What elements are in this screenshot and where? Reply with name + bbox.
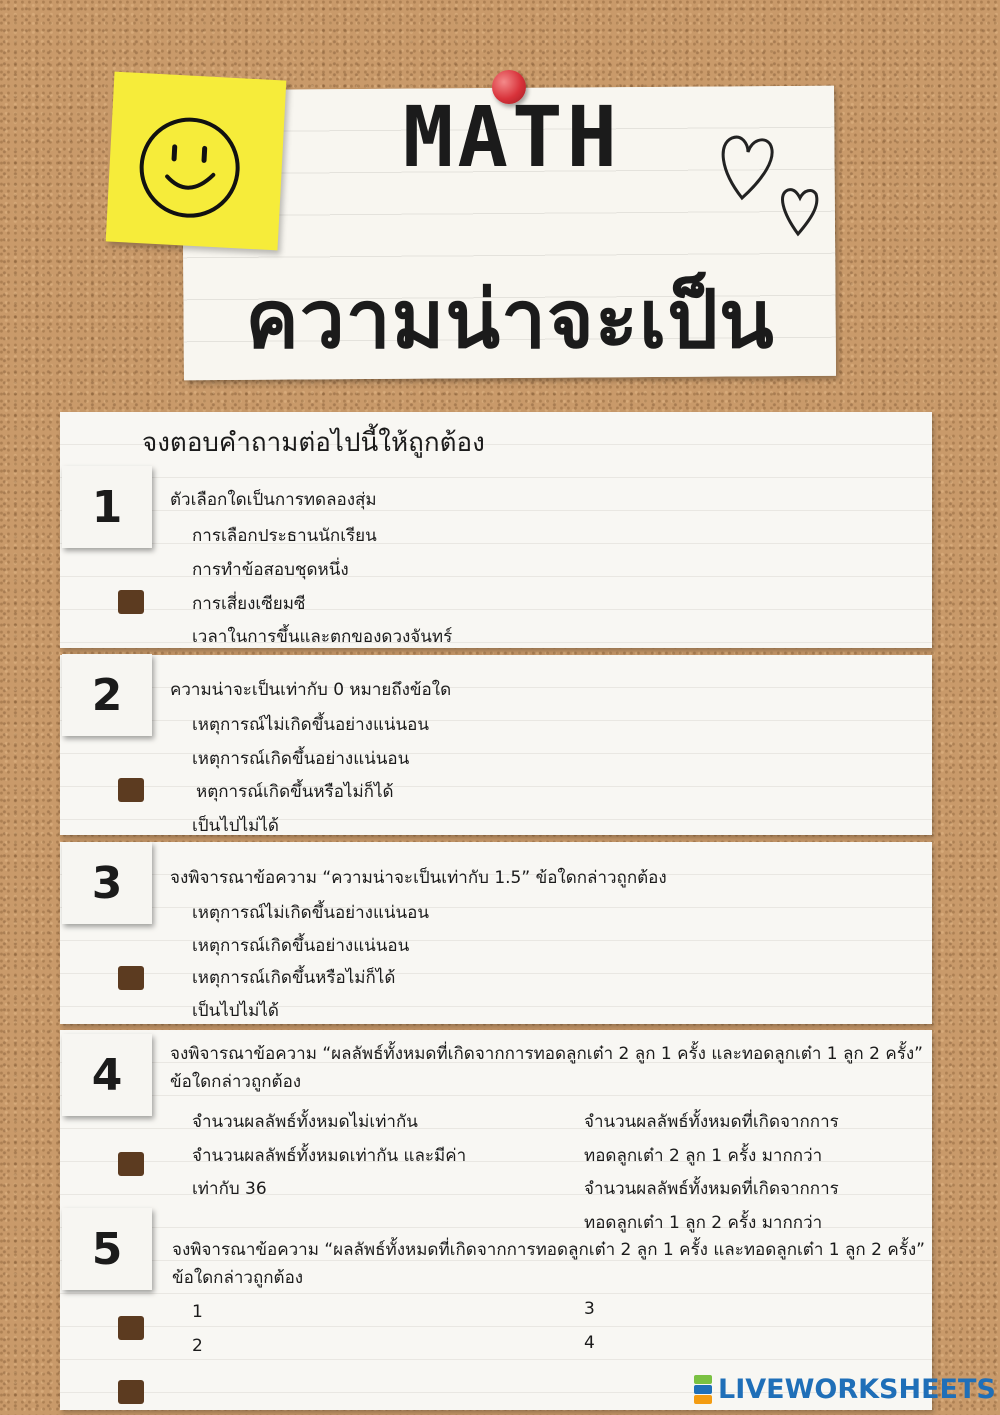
q5-option-1[interactable]: 1 [192,1302,203,1322]
q4-option-left-3: เท่ากับ 36 [192,1179,267,1199]
binder-hole [118,590,144,614]
binder-hole [118,1380,144,1404]
q1-option-1[interactable]: การเลือกประธานนักเรียน [192,526,377,546]
question-number-1: 1 [62,466,152,548]
question-text-1: ตัวเลือกใดเป็นการทดลองสุ่ม [170,490,377,510]
q5-option-4[interactable]: 4 [584,1333,595,1353]
sticky-note [106,72,287,251]
q2-option-1[interactable]: เหตุการณ์ไม่เกิดขึ้นอย่างแน่นอน [192,715,429,735]
page-title: ความน่าจะเป็น [245,273,775,366]
q4-option-right-4: ทอดลูกเต๋า 1 ลูก 2 ครั้ง มากกว่า [584,1213,823,1233]
question-text-2: ความน่าจะเป็นเท่ากับ 0 หมายถึงข้อใด [170,680,452,700]
binder-hole [118,778,144,802]
smiley-icon [106,72,287,251]
math-title: MATH [402,88,622,186]
q4-option-right-3[interactable]: จำนวนผลลัพธ์ทั้งหมดที่เกิดจากการ [584,1179,839,1199]
question-text-3: จงพิจารณาข้อความ “ความน่าจะเป็นเท่ากับ 1.5” ข้อใดกล่าวถูกต้อง [170,868,667,888]
q2-option-4[interactable]: เป็นไปไม่ได้ [192,816,279,836]
binder-hole [118,966,144,990]
q3-option-2[interactable]: เหตุการณ์เกิดขึ้นอย่างแน่นอน [192,936,410,956]
binder-hole [118,1152,144,1176]
q4-option-left-1[interactable]: จำนวนผลลัพธ์ทั้งหมดไม่เท่ากัน [192,1112,418,1132]
q1-option-4[interactable]: เวลาในการขึ้นและตกของดวงจันทร์ [192,627,453,647]
binder-hole [118,1316,144,1340]
instruction-text: จงตอบคำถามต่อไปนี้ให้ถูกต้อง [142,428,485,458]
q3-option-4[interactable]: เป็นไปไม่ได้ [192,1001,279,1021]
liveworksheets-logo [694,1374,996,1405]
question-number-3: 3 [62,842,152,924]
q4-option-right-1[interactable]: จำนวนผลลัพธ์ทั้งหมดที่เกิดจากการ [584,1112,839,1132]
question-number-5: 5 [62,1208,152,1290]
liveworksheets-badge-icon [694,1375,712,1405]
q4-option-right-2: ทอดลูกเต๋า 2 ลูก 1 ครั้ง มากกว่า [584,1146,823,1166]
q1-option-2[interactable]: การทำข้อสอบชุดหนึ่ง [192,560,349,580]
q3-option-1[interactable]: เหตุการณ์ไม่เกิดขึ้นอย่างแน่นอน [192,903,429,923]
q5-option-3[interactable]: 3 [584,1299,595,1319]
question-text-5: จงพิจารณาข้อความ “ผลลัพธ์ทั้งหมดที่เกิดจากการทอดลูกเต๋า 2 ลูก 1 ครั้ง และทอดลูกเต๋า 1 ลูก 2 ครั้ง” ข้อใดกล่าวถูกต้อง [172,1240,925,1288]
hearts-icon [712,100,822,240]
question-number-4: 4 [62,1034,152,1116]
logo-text: LIVEWORKSHEETS [718,1374,996,1405]
q2-option-3[interactable]: หตุการณ์เกิดขึ้นหรือไม่ก็ได้ [196,782,394,802]
question-text-4: จงพิจารณาข้อความ “ผลลัพธ์ทั้งหมดที่เกิดจากการทอดลูกเต๋า 2 ลูก 1 ครั้ง และทอดลูกเต๋า 1 ลูก 2 ครั้ง” ข้อใดกล่าวถูกต้อง [170,1044,923,1092]
q3-option-3[interactable]: เหตุการณ์เกิดขึ้นหรือไม่ก็ได้ [192,968,396,988]
q5-option-2[interactable]: 2 [192,1336,203,1356]
question-number-2: 2 [62,654,152,736]
q2-option-2[interactable]: เหตุการณ์เกิดขึ้นอย่างแน่นอน [192,749,410,769]
q1-option-3[interactable]: การเสี่ยงเซียมซี [192,594,306,614]
q4-option-left-2[interactable]: จำนวนผลลัพธ์ทั้งหมดเท่ากัน และมีค่า [192,1146,467,1166]
